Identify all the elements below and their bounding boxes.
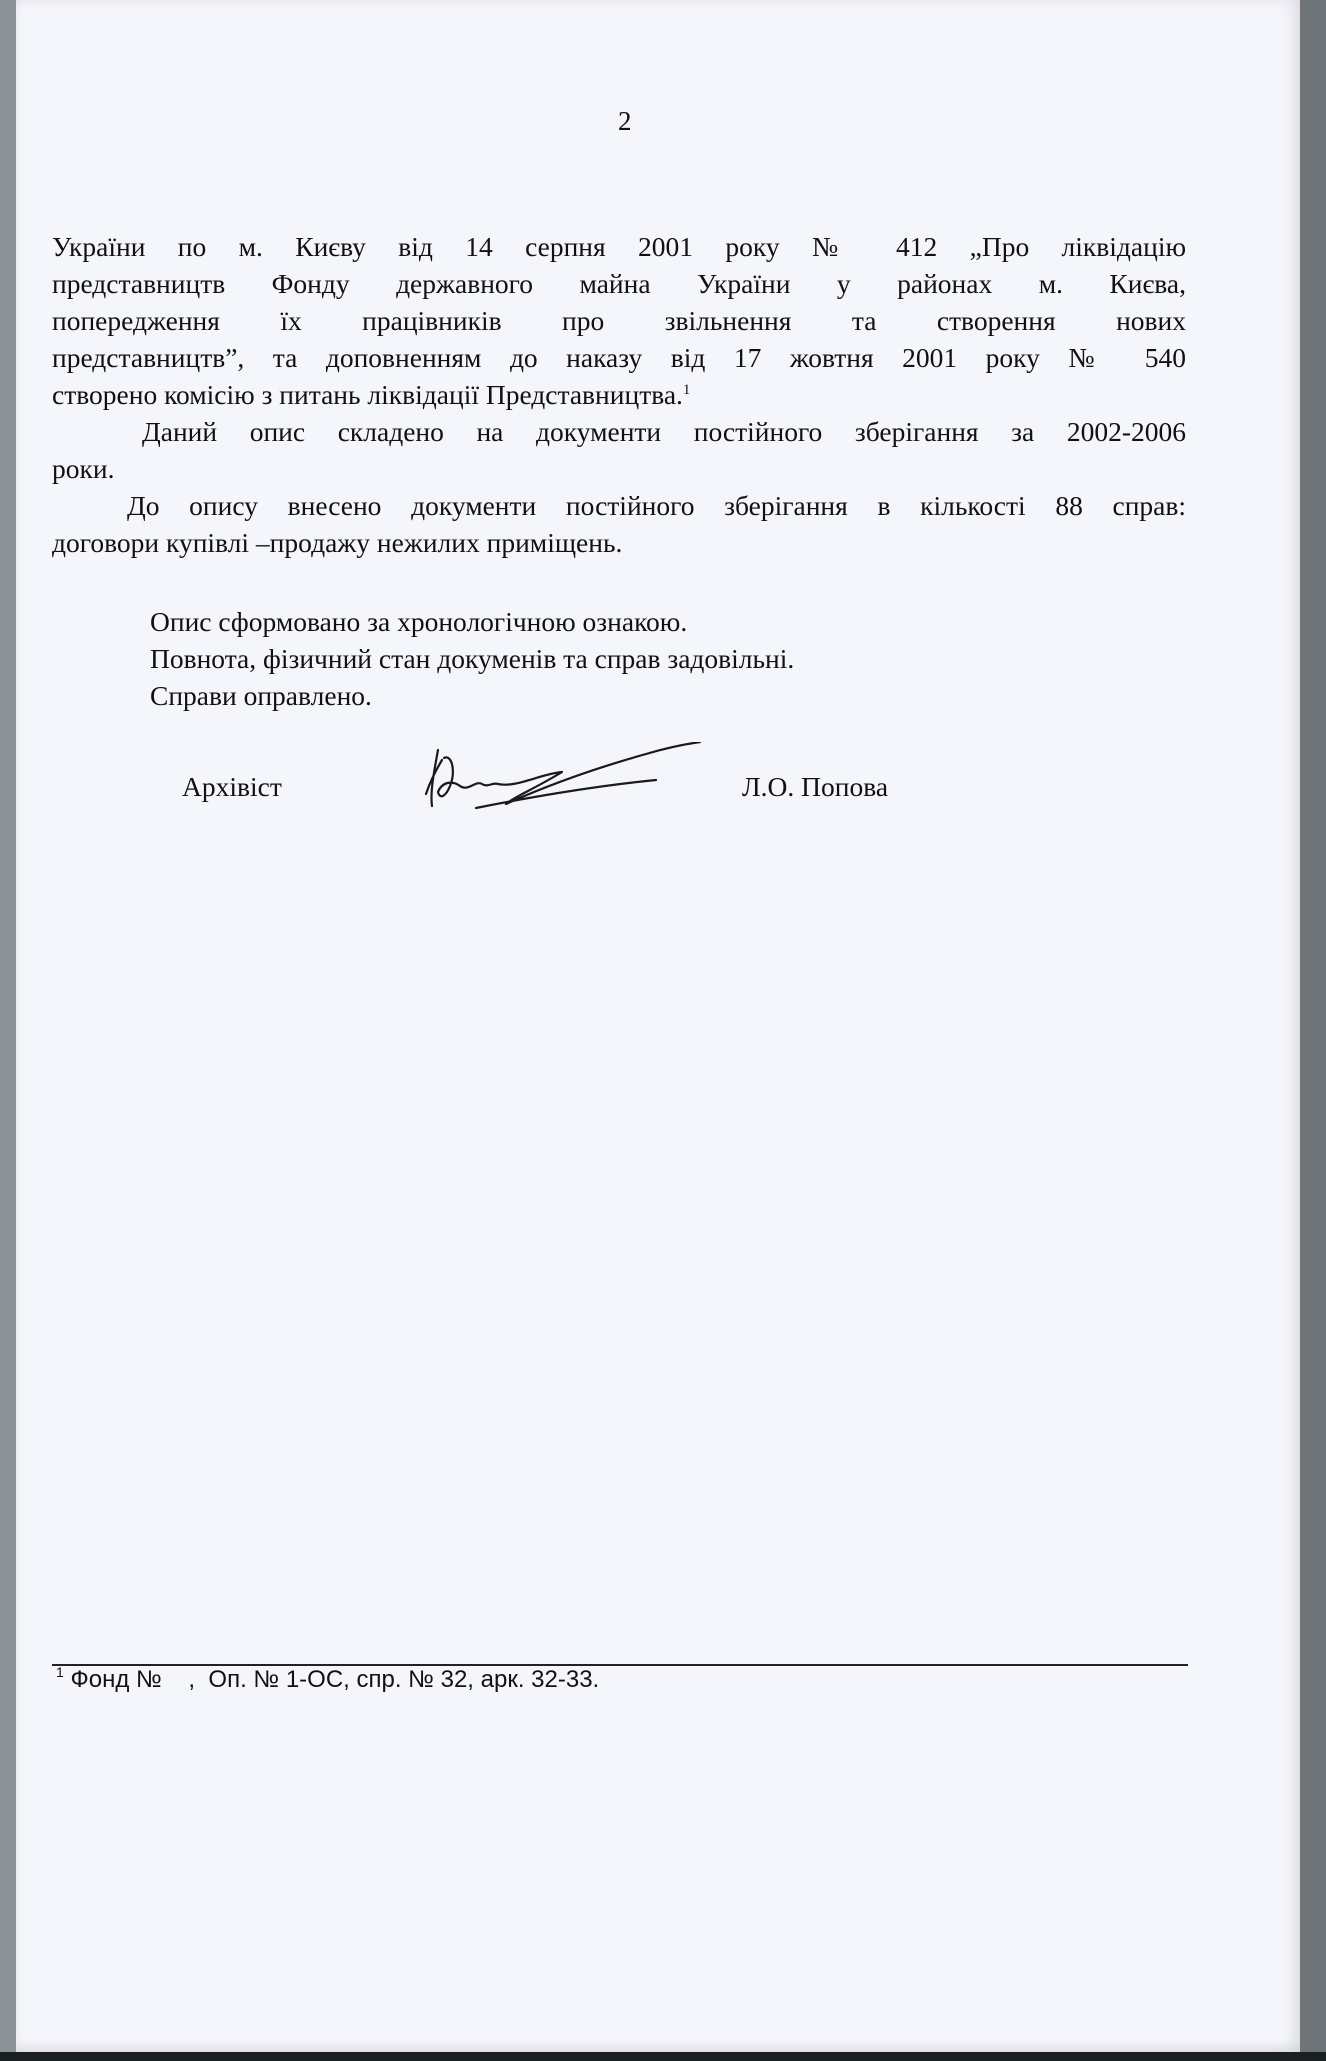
footnote-mark: 1 <box>56 1664 64 1680</box>
page-edge <box>1300 0 1326 2061</box>
footnote-reference: 1 <box>682 382 691 398</box>
document-page <box>16 0 1300 2052</box>
paragraph-line-text: створено комісію з питань ліквідації Представництва. <box>52 379 683 410</box>
handwritten-signature <box>416 742 706 822</box>
paragraph-gap <box>52 561 1186 603</box>
paragraph-line: України по м. Києву від 14 серпня 2001 року № 412 „Про ліквідацію <box>52 231 1186 262</box>
footnote <box>56 1666 599 1694</box>
document-body <box>52 228 1186 714</box>
signer-role: Архівіст <box>182 771 282 802</box>
paragraph-line: представництв”, та доповненням до наказу від 17 жовтня 2001 року № 540 <box>52 342 1186 373</box>
page-number: 2 <box>618 106 632 136</box>
paragraph-line <box>52 376 1186 413</box>
signer-name: Л.О. Попова <box>742 771 889 802</box>
paragraph-line: Повнота, фізичний стан докуменів та справ задовільні. <box>150 643 795 674</box>
binding-spine <box>0 0 16 2061</box>
page-bottom-edge <box>0 2052 1326 2061</box>
paragraph-line: Справи оправлено. <box>150 680 372 711</box>
paragraph-line: представництв Фонду державного майна України у районах м. Києва, <box>52 268 1186 299</box>
paragraph-line: Опис сформовано за хронологічною ознакою. <box>150 606 688 637</box>
paragraph-line: договори купівлі –продажу нежилих приміщень. <box>52 527 623 558</box>
paragraph-line: До опису внесено документи постійного зберігання в кількості 88 справ: <box>127 490 1186 521</box>
paragraph-line: роки. <box>52 453 115 484</box>
paragraph-line: Даний опис складено на документи постійного зберігання за 2002-2006 <box>142 416 1186 447</box>
footnote-text: Фонд № , Оп. № 1-ОС, спр. № 32, арк. 32-33. <box>70 1666 600 1693</box>
paragraph-line: попередження їх працівників про звільнення та створення нових <box>52 305 1186 336</box>
